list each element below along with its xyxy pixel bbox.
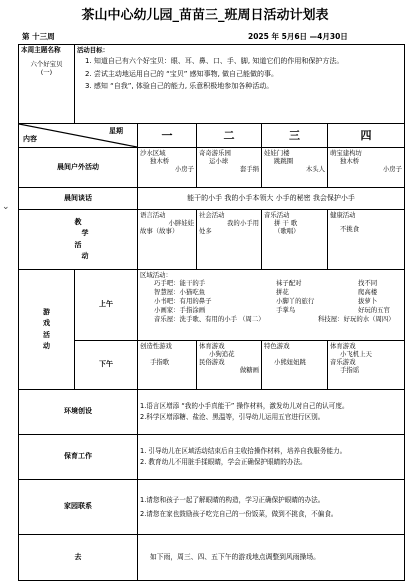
cell-line: 小熊妞妞跳 [274,358,306,366]
cell-line: 萌宝建构坊 [330,149,362,157]
area-item: 手掌鸟 [276,306,296,314]
cell-line: 做糖画 [239,366,259,374]
cell-line: 语言活动 [140,211,166,219]
area-grid [140,279,402,323]
games-label [19,270,75,390]
cell-line: 木头人 [305,165,325,173]
date-range: 2025 年 5月6日 —4月30日 [248,32,348,41]
theme-row [19,45,405,124]
cell-line: 独木桥 [340,157,360,165]
cell-line: 1.请您和孩子一起了解眼睛的构造，学习正确保护眼睛的办法。 [140,495,325,504]
label-char: 游 [43,308,50,317]
cell-line: 小胖娃娃 [168,219,194,227]
care-label: 保育工作 [19,435,138,480]
goal-item: 2. 尝试主动地运用自己的 “宝贝” 感知事物, 做自己能做的事。 [85,69,279,78]
am-label: 上午 [75,270,138,341]
cell-line: 跳跳圈 [274,157,294,165]
area-item: 好玩的五官 [358,306,390,314]
goal-item: 1. 知道自己有六个好宝贝：眼、耳、鼻、口、手、脚, 知道它们的作用和保护方法。 [85,57,344,65]
content-label: 内容 [23,135,37,144]
cell-line: 小房子 [174,165,194,173]
teaching-cell-wed [262,210,328,270]
area-item: 小脚丫的旅行 [276,297,315,305]
theme-name: 六个好宝贝 [30,60,63,69]
chevron-down-icon[interactable]: ⌄ [2,202,10,212]
family-cell [138,480,405,535]
environment-row [19,390,405,435]
family-row [19,480,405,535]
misc-label: 去 [19,535,138,581]
cell-line: 音乐活动 [264,211,290,219]
pm-cell-tue [197,341,262,390]
area-item: 巧手吧：能干的手 [154,279,206,287]
teaching-label [19,210,138,270]
theme-sub: (一) [40,68,53,77]
outdoor-row [19,148,405,188]
cell-line: 不挑食 [340,225,360,233]
environment-label: 环境创设 [19,390,138,435]
morning-talk-row [19,188,405,210]
label-char: 教 [74,218,82,227]
care-row [19,435,405,480]
cell-line: 特色游戏 [264,342,290,350]
cell-line: 手指谣 [340,366,360,374]
pm-label: 下午 [75,341,138,390]
cell-line: 1.语言区增添 “我的小手真能干” 操作材料，激发幼儿对自己的认可度。 [140,401,349,410]
area-item: 小书吧：有用的鼻子 [154,297,212,305]
cell-line: 体育游戏 [199,342,225,350]
area-item: 袜子配对 [276,279,302,287]
label-char: 动 [81,251,89,260]
area-item: 科技屋：好玩的水（周四） [318,315,395,323]
label-char: 学 [81,229,89,238]
goal-item: 3. 感知 “自我”, 体验自己的能力, 乐意积极地参加各种活动。 [85,82,274,90]
area-item: 智慧屋：小猫吃鱼 [154,288,206,296]
teaching-cell-mon [138,210,197,270]
area-item: 拔萝卜 [358,297,378,305]
day-content-corner [19,124,138,148]
cell-line: 2. 教育幼儿不用脏手揉眼睛，学会正确保护眼睛的办法。 [140,458,307,466]
week-number: 第 十三周 [22,32,55,41]
pm-cell-mon [138,341,197,390]
outdoor-cell-tue [197,148,262,188]
environment-cell [138,390,405,435]
day-wednesday: 三 [262,124,328,148]
day-header-row [19,124,405,148]
care-cell [138,435,405,480]
area-item: 音乐屋：洗手歌、有用的小手 （周二） [154,315,265,323]
cell-line: 社会活动 [199,211,225,219]
cell-line: 娃娃门楼 [264,149,290,157]
games-am-row [19,270,405,341]
morning-talk-label: 晨间谈话 [19,188,138,210]
cell-line: 小狗追花 [209,350,235,358]
games-pm-row [19,341,405,390]
area-activities-cell [138,270,405,341]
cell-line: 小飞机上天 [340,350,372,358]
day-label: 星期 [109,127,123,135]
cell-line: 拼 干 歌 [274,219,298,227]
week-info [22,31,402,43]
area-title: 区域活动： [140,271,172,279]
outdoor-label: 晨间户外活动 [19,148,138,188]
cell-line: 套手绢 [239,165,259,173]
cell-line: 体育游戏 [330,342,356,350]
cell-line: 音乐游戏 [330,358,356,366]
cell-line: 民俗游戏 [199,358,225,366]
weekly-plan-table [18,44,405,581]
teaching-row [19,210,405,270]
theme-cell [19,45,75,124]
day-tuesday: 二 [197,124,262,148]
page-title: 茶山中心幼儿园_苗苗三_班周日活动计划表 [81,8,329,23]
cell-line: 1. 引导幼儿在区域活动结束后自主收拾操作材料，培养自我服务能力。 [140,446,347,455]
outdoor-cell-thu [328,148,405,188]
cell-line: 健康活动 [330,211,356,219]
morning-talk-text: 能干的小手 我的小手本领大 小手的秘密 我会保护小手 [138,188,405,210]
outdoor-cell-mon [138,148,197,188]
pm-cell-thu [328,341,405,390]
misc-row [19,535,405,581]
goals-cell [75,45,405,124]
cell-line: （歌唱） [274,227,300,235]
area-item: 爬高楼 [358,288,378,296]
cell-line: 小房子 [382,165,403,173]
cell-line: 处多 [199,227,212,235]
label-char: 活 [74,240,82,249]
cell-line: 2.科学区增添糖、盐沧、黑温等，引导幼儿运用五官进行区别。 [140,413,325,421]
goals-title: 活动目标： [77,46,109,54]
theme-header: 本周主题名称 [21,46,61,54]
area-item: 小画家：手指涂画 [154,306,206,314]
cell-line: 独木桥 [150,157,170,165]
area-item: 找不同 [358,279,378,287]
cell-line: 运小球 [209,157,229,165]
cell-line: 手指歌 [150,358,170,366]
cell-line: 创造性游戏 [140,342,172,350]
day-monday: 一 [138,124,197,148]
family-label: 家园联系 [19,480,138,535]
teaching-cell-tue [197,210,262,270]
cell-line: 奇奇游乐园 [199,149,231,157]
day-thursday: 四 [328,124,405,148]
cell-line: 我的小手用 [227,219,259,227]
label-char: 戏 [43,319,50,328]
area-item: 拼花 [276,288,289,296]
cell-line: 2.请您在家也鼓励孩子吃完自己的一份饭菜，做到不挑食，不偏食。 [140,510,338,518]
label-char: 动 [43,341,50,350]
outdoor-cell-wed [262,148,328,188]
cell-line: 沙水区域 [140,149,166,157]
label-char: 活 [43,330,50,339]
teaching-cell-thu [328,210,405,270]
misc-cell: 如下雨，周三、四、五下午的游戏地点调整到风雨操场。 [138,535,405,581]
pm-cell-wed [262,341,328,390]
cell-line: 故事（故事） [140,227,179,235]
